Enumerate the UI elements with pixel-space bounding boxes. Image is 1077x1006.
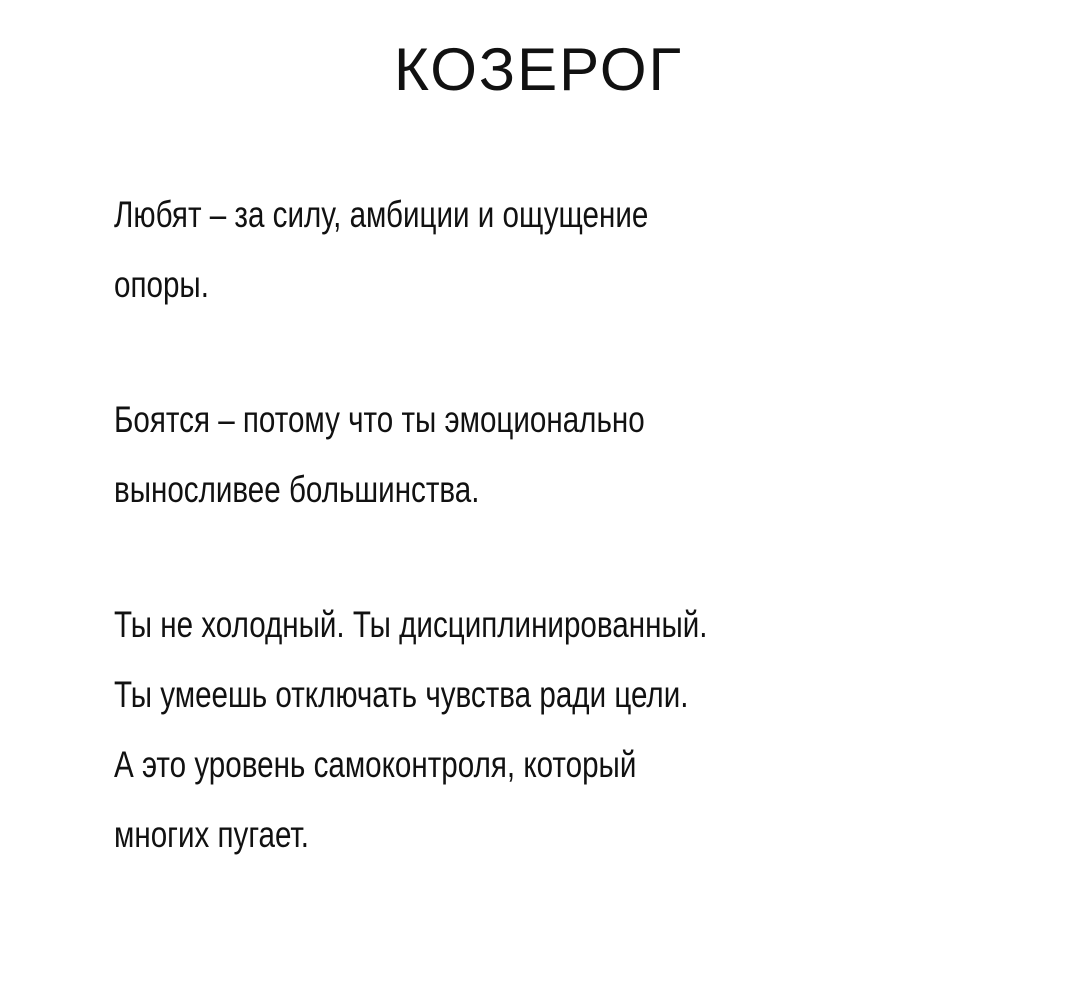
page-title: КОЗЕРОГ — [393, 36, 684, 103]
text-line: опоры. — [114, 264, 209, 305]
paragraph-discipline — [114, 590, 834, 870]
text-line: А это уровень самоконтроля, который — [114, 744, 637, 785]
text-line: Ты умеешь отключать чувства ради цели. — [114, 674, 689, 715]
text-line: Ты не холодный. Ты дисциплинированный. — [114, 604, 708, 645]
paragraph-fear — [114, 385, 834, 525]
paragraph-love — [114, 180, 834, 320]
text-line: Любят – за силу, амбиции и ощущение — [114, 194, 649, 235]
text-line: выносливее большинства. — [114, 469, 480, 510]
text-line: Боятся – потому что ты эмоционально — [114, 399, 645, 440]
text-line: многих пугает. — [114, 814, 309, 855]
